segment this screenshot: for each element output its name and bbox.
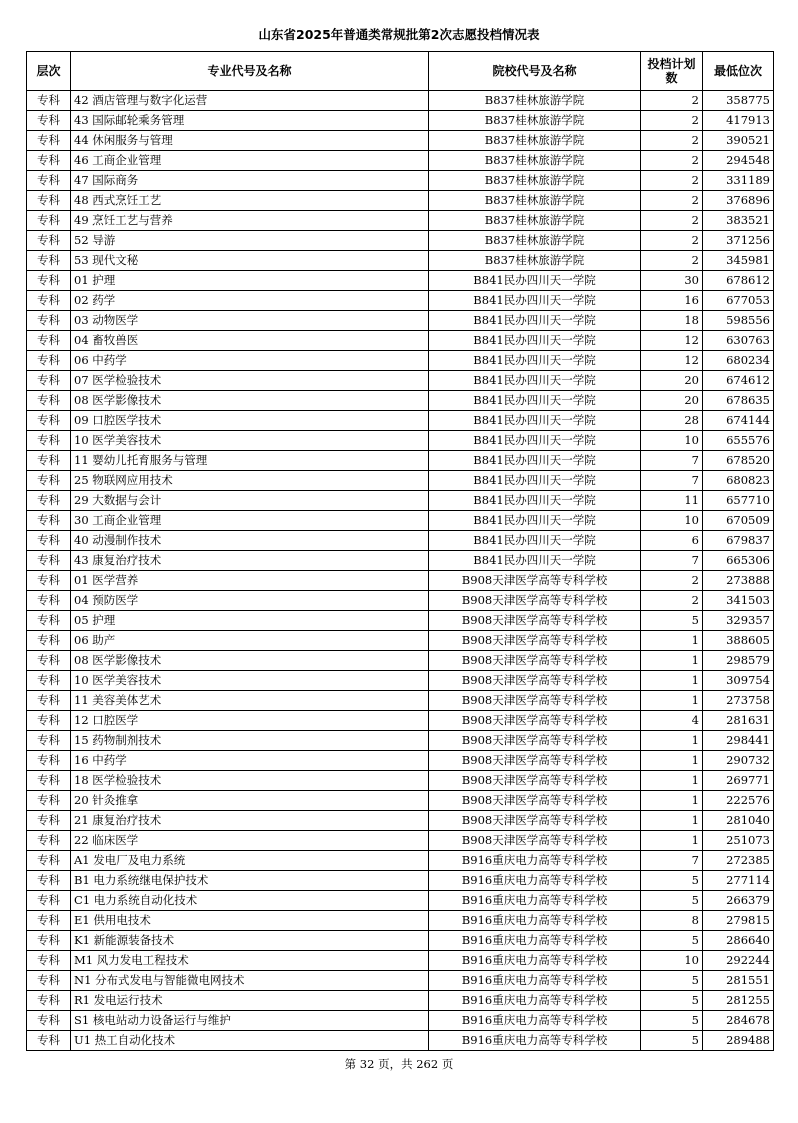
cell-level: 专科 (27, 131, 71, 151)
cell-level: 专科 (27, 791, 71, 811)
cell-major: 20 针灸推拿 (71, 791, 429, 811)
cell-rank: 678635 (703, 391, 774, 411)
table-row (27, 171, 774, 191)
cell-school: B841民办四川天一学院 (429, 491, 641, 511)
cell-plan: 1 (641, 831, 703, 851)
cell-major: 11 美容美体艺术 (71, 691, 429, 711)
table-header-row (27, 52, 774, 91)
table-row (27, 991, 774, 1011)
cell-major: E1 供用电技术 (71, 911, 429, 931)
cell-school: B908天津医学高等专科学校 (429, 671, 641, 691)
cell-school: B916重庆电力高等专科学校 (429, 951, 641, 971)
table-row (27, 931, 774, 951)
page-footer: 第 32 页，共 262 页 (344, 1057, 454, 1071)
cell-major: 10 医学美容技术 (71, 431, 429, 451)
cell-rank: 371256 (703, 231, 774, 251)
cell-plan: 12 (641, 351, 703, 371)
cell-plan: 5 (641, 1011, 703, 1031)
cell-rank: 298441 (703, 731, 774, 751)
cell-plan: 1 (641, 671, 703, 691)
cell-school: B837桂林旅游学院 (429, 111, 641, 131)
cell-rank: 281040 (703, 811, 774, 831)
cell-rank: 273758 (703, 691, 774, 711)
cell-major: 06 中药学 (71, 351, 429, 371)
cell-level: 专科 (27, 891, 71, 911)
cell-plan: 1 (641, 751, 703, 771)
table-row (27, 731, 774, 751)
cell-level: 专科 (27, 271, 71, 291)
table-row (27, 231, 774, 251)
cell-major: 11 婴幼儿托育服务与管理 (71, 451, 429, 471)
cell-level: 专科 (27, 511, 71, 531)
table-row (27, 791, 774, 811)
cell-rank: 630763 (703, 331, 774, 351)
cell-rank: 269771 (703, 771, 774, 791)
cell-level: 专科 (27, 1011, 71, 1031)
cell-major: 03 动物医学 (71, 311, 429, 331)
cell-level: 专科 (27, 911, 71, 931)
table-body (27, 91, 774, 1051)
cell-plan: 5 (641, 991, 703, 1011)
header-school: 院校代号及名称 (429, 52, 641, 91)
table-row (27, 571, 774, 591)
cell-school: B908天津医学高等专科学校 (429, 831, 641, 851)
cell-major: 15 药物制剂技术 (71, 731, 429, 751)
table-row (27, 451, 774, 471)
cell-major: 30 工商企业管理 (71, 511, 429, 531)
cell-school: B908天津医学高等专科学校 (429, 631, 641, 651)
cell-level: 专科 (27, 811, 71, 831)
cell-major: B1 电力系统继电保护技术 (71, 871, 429, 891)
cell-level: 专科 (27, 251, 71, 271)
table-row (27, 691, 774, 711)
cell-rank: 670509 (703, 511, 774, 531)
cell-school: B841民办四川天一学院 (429, 411, 641, 431)
cell-plan: 7 (641, 451, 703, 471)
cell-plan: 2 (641, 251, 703, 271)
cell-level: 专科 (27, 151, 71, 171)
cell-rank: 376896 (703, 191, 774, 211)
cell-rank: 277114 (703, 871, 774, 891)
cell-school: B916重庆电力高等专科学校 (429, 1031, 641, 1051)
cell-major: 10 医学美容技术 (71, 671, 429, 691)
cell-level: 专科 (27, 851, 71, 871)
cell-level: 专科 (27, 931, 71, 951)
cell-rank: 273888 (703, 571, 774, 591)
cell-school: B841民办四川天一学院 (429, 371, 641, 391)
cell-major: R1 发电运行技术 (71, 991, 429, 1011)
cell-plan: 16 (641, 291, 703, 311)
cell-level: 专科 (27, 951, 71, 971)
cell-school: B916重庆电力高等专科学校 (429, 991, 641, 1011)
cell-rank: 286640 (703, 931, 774, 951)
cell-rank: 222576 (703, 791, 774, 811)
cell-level: 专科 (27, 591, 71, 611)
cell-major: 02 药学 (71, 291, 429, 311)
table-row (27, 671, 774, 691)
cell-rank: 284678 (703, 1011, 774, 1031)
cell-plan: 5 (641, 871, 703, 891)
cell-rank: 279815 (703, 911, 774, 931)
table-row (27, 351, 774, 371)
cell-level: 专科 (27, 631, 71, 651)
table-row (27, 851, 774, 871)
cell-major: K1 新能源装备技术 (71, 931, 429, 951)
cell-major: S1 核电站动力设备运行与维护 (71, 1011, 429, 1031)
cell-major: 48 西式烹饪工艺 (71, 191, 429, 211)
cell-major: 04 预防医学 (71, 591, 429, 611)
table-row (27, 631, 774, 651)
cell-plan: 20 (641, 371, 703, 391)
cell-school: B841民办四川天一学院 (429, 291, 641, 311)
cell-rank: 331189 (703, 171, 774, 191)
cell-school: B837桂林旅游学院 (429, 151, 641, 171)
cell-rank: 309754 (703, 671, 774, 691)
cell-plan: 2 (641, 111, 703, 131)
table-row (27, 251, 774, 271)
table-row (27, 771, 774, 791)
cell-school: B916重庆电力高等专科学校 (429, 1011, 641, 1031)
cell-plan: 7 (641, 551, 703, 571)
cell-level: 专科 (27, 351, 71, 371)
cell-plan: 1 (641, 631, 703, 651)
cell-plan: 11 (641, 491, 703, 511)
cell-school: B908天津医学高等专科学校 (429, 611, 641, 631)
cell-major: 46 工商企业管理 (71, 151, 429, 171)
cell-school: B837桂林旅游学院 (429, 231, 641, 251)
cell-school: B908天津医学高等专科学校 (429, 571, 641, 591)
cell-school: B841民办四川天一学院 (429, 451, 641, 471)
cell-plan: 1 (641, 651, 703, 671)
table-row (27, 811, 774, 831)
cell-school: B841民办四川天一学院 (429, 531, 641, 551)
header-level: 层次 (27, 52, 71, 91)
table-row (27, 951, 774, 971)
cell-school: B908天津医学高等专科学校 (429, 711, 641, 731)
cell-plan: 10 (641, 511, 703, 531)
cell-school: B841民办四川天一学院 (429, 431, 641, 451)
cell-plan: 2 (641, 171, 703, 191)
cell-major: 40 动漫制作技术 (71, 531, 429, 551)
cell-rank: 294548 (703, 151, 774, 171)
cell-school: B837桂林旅游学院 (429, 91, 641, 111)
cell-plan: 2 (641, 131, 703, 151)
cell-school: B908天津医学高等专科学校 (429, 731, 641, 751)
cell-level: 专科 (27, 451, 71, 471)
cell-rank: 341503 (703, 591, 774, 611)
table-row (27, 431, 774, 451)
cell-plan: 5 (641, 611, 703, 631)
cell-level: 专科 (27, 971, 71, 991)
cell-rank: 598556 (703, 311, 774, 331)
cell-rank: 680823 (703, 471, 774, 491)
table-row (27, 151, 774, 171)
cell-plan: 7 (641, 851, 703, 871)
table-row (27, 411, 774, 431)
cell-level: 专科 (27, 651, 71, 671)
cell-major: A1 发电厂及电力系统 (71, 851, 429, 871)
table-row (27, 891, 774, 911)
cell-major: 21 康复治疗技术 (71, 811, 429, 831)
cell-plan: 30 (641, 271, 703, 291)
table-row (27, 331, 774, 351)
cell-school: B841民办四川天一学院 (429, 331, 641, 351)
cell-rank: 390521 (703, 131, 774, 151)
cell-rank: 289488 (703, 1031, 774, 1051)
cell-plan: 10 (641, 951, 703, 971)
table-row (27, 591, 774, 611)
cell-rank: 678612 (703, 271, 774, 291)
cell-rank: 383521 (703, 211, 774, 231)
cell-rank: 674144 (703, 411, 774, 431)
cell-plan: 5 (641, 1031, 703, 1051)
cell-level: 专科 (27, 411, 71, 431)
cell-major: 25 物联网应用技术 (71, 471, 429, 491)
cell-rank: 272385 (703, 851, 774, 871)
cell-level: 专科 (27, 771, 71, 791)
cell-plan: 2 (641, 571, 703, 591)
cell-rank: 657710 (703, 491, 774, 511)
cell-school: B908天津医学高等专科学校 (429, 791, 641, 811)
cell-level: 专科 (27, 371, 71, 391)
cell-major: 09 口腔医学技术 (71, 411, 429, 431)
cell-level: 专科 (27, 711, 71, 731)
table-row (27, 491, 774, 511)
cell-level: 专科 (27, 531, 71, 551)
cell-plan: 1 (641, 771, 703, 791)
cell-major: U1 热工自动化技术 (71, 1031, 429, 1051)
table-row (27, 911, 774, 931)
table-row (27, 471, 774, 491)
cell-major: 08 医学影像技术 (71, 651, 429, 671)
cell-level: 专科 (27, 471, 71, 491)
cell-major: 22 临床医学 (71, 831, 429, 851)
cell-level: 专科 (27, 491, 71, 511)
cell-level: 专科 (27, 391, 71, 411)
cell-major: 04 畜牧兽医 (71, 331, 429, 351)
header-major: 专业代号及名称 (71, 52, 429, 91)
cell-plan: 6 (641, 531, 703, 551)
table-row (27, 311, 774, 331)
cell-plan: 1 (641, 791, 703, 811)
cell-level: 专科 (27, 991, 71, 1011)
cell-plan: 28 (641, 411, 703, 431)
table-row (27, 1031, 774, 1051)
cell-school: B841民办四川天一学院 (429, 351, 641, 371)
cell-plan: 1 (641, 731, 703, 751)
table-row (27, 91, 774, 111)
cell-plan: 2 (641, 151, 703, 171)
cell-level: 专科 (27, 191, 71, 211)
table-row (27, 371, 774, 391)
cell-level: 专科 (27, 691, 71, 711)
cell-school: B908天津医学高等专科学校 (429, 651, 641, 671)
cell-level: 专科 (27, 331, 71, 351)
cell-plan: 4 (641, 711, 703, 731)
table-row (27, 611, 774, 631)
cell-major: M1 风力发电工程技术 (71, 951, 429, 971)
cell-rank: 281551 (703, 971, 774, 991)
table-row (27, 751, 774, 771)
cell-school: B841民办四川天一学院 (429, 511, 641, 531)
cell-school: B841民办四川天一学院 (429, 271, 641, 291)
cell-major: 47 国际商务 (71, 171, 429, 191)
cell-school: B837桂林旅游学院 (429, 251, 641, 271)
table-row (27, 271, 774, 291)
cell-level: 专科 (27, 1031, 71, 1051)
cell-plan: 2 (641, 231, 703, 251)
cell-school: B916重庆电力高等专科学校 (429, 931, 641, 951)
cell-rank: 281255 (703, 991, 774, 1011)
cell-major: 49 烹饪工艺与营养 (71, 211, 429, 231)
cell-level: 专科 (27, 751, 71, 771)
cell-level: 专科 (27, 91, 71, 111)
cell-rank: 679837 (703, 531, 774, 551)
cell-major: 16 中药学 (71, 751, 429, 771)
cell-major: 52 导游 (71, 231, 429, 251)
cell-level: 专科 (27, 231, 71, 251)
cell-level: 专科 (27, 291, 71, 311)
cell-rank: 345981 (703, 251, 774, 271)
cell-rank: 251073 (703, 831, 774, 851)
table-row (27, 651, 774, 671)
cell-school: B841民办四川天一学院 (429, 311, 641, 331)
cell-rank: 680234 (703, 351, 774, 371)
cell-school: B916重庆电力高等专科学校 (429, 911, 641, 931)
table-row (27, 111, 774, 131)
admission-table (26, 51, 774, 1051)
cell-level: 专科 (27, 671, 71, 691)
table-row (27, 211, 774, 231)
cell-rank: 665306 (703, 551, 774, 571)
cell-school: B837桂林旅游学院 (429, 171, 641, 191)
cell-rank: 417913 (703, 111, 774, 131)
cell-plan: 18 (641, 311, 703, 331)
cell-plan: 1 (641, 811, 703, 831)
header-rank: 最低位次 (703, 52, 774, 91)
cell-plan: 5 (641, 971, 703, 991)
cell-plan: 5 (641, 891, 703, 911)
cell-rank: 678520 (703, 451, 774, 471)
table-row (27, 871, 774, 891)
cell-major: 18 医学检验技术 (71, 771, 429, 791)
cell-level: 专科 (27, 111, 71, 131)
cell-school: B837桂林旅游学院 (429, 131, 641, 151)
cell-level: 专科 (27, 431, 71, 451)
cell-school: B908天津医学高等专科学校 (429, 751, 641, 771)
header-plan: 投档计划数 (641, 52, 703, 91)
cell-rank: 677053 (703, 291, 774, 311)
cell-level: 专科 (27, 171, 71, 191)
cell-major: 07 医学检验技术 (71, 371, 429, 391)
cell-level: 专科 (27, 571, 71, 591)
cell-rank: 655576 (703, 431, 774, 451)
cell-plan: 20 (641, 391, 703, 411)
cell-major: 53 现代文秘 (71, 251, 429, 271)
cell-rank: 329357 (703, 611, 774, 631)
cell-major: 43 康复治疗技术 (71, 551, 429, 571)
cell-rank: 298579 (703, 651, 774, 671)
cell-plan: 5 (641, 931, 703, 951)
cell-major: 06 助产 (71, 631, 429, 651)
cell-level: 专科 (27, 731, 71, 751)
cell-major: 01 医学营养 (71, 571, 429, 591)
cell-school: B916重庆电力高等专科学校 (429, 971, 641, 991)
table-row (27, 831, 774, 851)
cell-school: B908天津医学高等专科学校 (429, 811, 641, 831)
cell-level: 专科 (27, 871, 71, 891)
cell-level: 专科 (27, 211, 71, 231)
cell-major: C1 电力系统自动化技术 (71, 891, 429, 911)
table-row (27, 531, 774, 551)
cell-rank: 388605 (703, 631, 774, 651)
cell-plan: 10 (641, 431, 703, 451)
cell-plan: 1 (641, 691, 703, 711)
table-row (27, 131, 774, 151)
cell-level: 专科 (27, 611, 71, 631)
cell-school: B908天津医学高等专科学校 (429, 771, 641, 791)
cell-rank: 358775 (703, 91, 774, 111)
cell-major: 12 口腔医学 (71, 711, 429, 731)
cell-school: B916重庆电力高等专科学校 (429, 851, 641, 871)
table-row (27, 551, 774, 571)
cell-plan: 2 (641, 91, 703, 111)
cell-level: 专科 (27, 551, 71, 571)
cell-rank: 290732 (703, 751, 774, 771)
cell-major: N1 分布式发电与智能微电网技术 (71, 971, 429, 991)
cell-major: 29 大数据与会计 (71, 491, 429, 511)
table-row (27, 711, 774, 731)
page-title: 山东省2025年普通类常规批第2次志愿投档情况表 (258, 27, 540, 42)
table-row (27, 1011, 774, 1031)
cell-school: B908天津医学高等专科学校 (429, 691, 641, 711)
cell-school: B837桂林旅游学院 (429, 211, 641, 231)
table-row (27, 291, 774, 311)
cell-major: 44 休闲服务与管理 (71, 131, 429, 151)
cell-school: B841民办四川天一学院 (429, 471, 641, 491)
table-row (27, 971, 774, 991)
cell-level: 专科 (27, 831, 71, 851)
table-row (27, 391, 774, 411)
cell-plan: 8 (641, 911, 703, 931)
cell-plan: 2 (641, 211, 703, 231)
cell-rank: 281631 (703, 711, 774, 731)
table-row (27, 511, 774, 531)
cell-school: B841民办四川天一学院 (429, 551, 641, 571)
cell-level: 专科 (27, 311, 71, 331)
cell-major: 05 护理 (71, 611, 429, 631)
cell-major: 01 护理 (71, 271, 429, 291)
cell-major: 43 国际邮轮乘务管理 (71, 111, 429, 131)
cell-rank: 674612 (703, 371, 774, 391)
cell-school: B841民办四川天一学院 (429, 391, 641, 411)
table-row (27, 191, 774, 211)
cell-rank: 292244 (703, 951, 774, 971)
cell-major: 42 酒店管理与数字化运营 (71, 91, 429, 111)
cell-school: B916重庆电力高等专科学校 (429, 871, 641, 891)
cell-school: B837桂林旅游学院 (429, 191, 641, 211)
cell-plan: 7 (641, 471, 703, 491)
cell-plan: 12 (641, 331, 703, 351)
cell-major: 08 医学影像技术 (71, 391, 429, 411)
cell-plan: 2 (641, 191, 703, 211)
cell-plan: 2 (641, 591, 703, 611)
cell-rank: 266379 (703, 891, 774, 911)
cell-school: B916重庆电力高等专科学校 (429, 891, 641, 911)
cell-school: B908天津医学高等专科学校 (429, 591, 641, 611)
